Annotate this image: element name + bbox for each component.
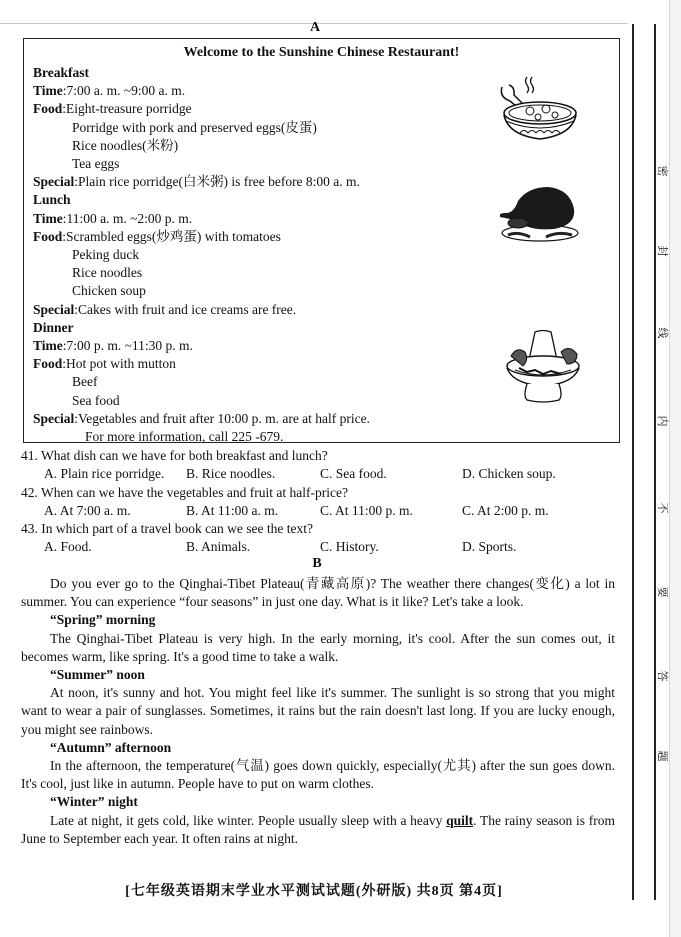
summer-paragraph: At noon, it's sunny and hot. You might feel like it's summer. The sunlight is so strong that you might want to wear a pair of sunglasses. Sometimes, it rains but the rain doesn't last long. If you are lucky enough, you might see rainbows. xyxy=(21,685,615,737)
winter-heading: “Winter” night xyxy=(50,794,138,810)
question-43: 43. In which part of a travel book can we see the text? xyxy=(21,521,314,536)
margin-char: 密 xyxy=(656,165,669,177)
breakfast-heading: Breakfast xyxy=(33,65,89,80)
margin-char: 不 xyxy=(656,502,669,514)
dinner-special: Special:Vegetables and fruit after 10:00 p. m. are at half price. xyxy=(33,410,371,426)
dinner-heading: Dinner xyxy=(33,319,74,335)
spring-paragraph: The Qinghai-Tibet Plateau is very high. In the early morning, it's cool. After the sun comes out, it becomes warm, like spring. It's a good time to take a walk. xyxy=(21,630,615,664)
passage-b xyxy=(21,575,615,848)
option-c[interactable]: C. At 11:00 p. m. xyxy=(320,503,413,518)
section-b-label: B xyxy=(312,556,322,571)
question-41: 41. What dish can we have for both breakfast and lunch? xyxy=(21,448,328,463)
contact-info: For more information, call 225 -679. xyxy=(85,429,284,445)
dinner-food-item: Sea food xyxy=(72,392,120,408)
page-footer: [七年级英语期末学业水平测试试题(外研版) 共8页 第4页] xyxy=(125,884,503,899)
breakfast-food: Food:Eight-treasure porridge xyxy=(33,101,192,117)
margin-char: 答 xyxy=(656,670,669,682)
passage-intro: Do you ever go to the Qinghai-Tibet Plateau(青藏高原)? The weather there changes(变化) a lot in summer. You can experience “four seasons” in just one day. What is it like? Let's take a look. xyxy=(21,576,615,610)
dinner-time: Time:7:00 p. m. ~11:30 p. m. xyxy=(33,338,193,354)
option-d[interactable]: D. Chicken soup. xyxy=(462,466,556,481)
dinner-food-item: Beef xyxy=(72,374,98,390)
margin-char: 要 xyxy=(656,586,669,598)
option-a[interactable]: A. At 7:00 a. m. xyxy=(44,503,131,518)
breakfast-time: Time:7:00 a. m. ~9:00 a. m. xyxy=(33,83,186,99)
lunch-food-item: Rice noodles xyxy=(72,265,143,281)
option-b[interactable]: B. Rice noodles. xyxy=(186,466,276,481)
porridge-bowl-icon xyxy=(500,75,580,147)
autumn-heading: “Autumn” afternoon xyxy=(50,739,172,755)
hot-pot-icon xyxy=(503,326,583,406)
lunch-special: Special:Cakes with fruit and ice creams are free. xyxy=(33,301,297,317)
lunch-food-item: Peking duck xyxy=(72,247,140,263)
option-a[interactable]: A. Plain rice porridge. xyxy=(44,466,165,481)
autumn-paragraph: In the afternoon, the temperature(气温) goes down quickly, especially(尤其) after the sun goes down. It's cool, just like in autumn. People have to put on warm clothes. xyxy=(21,758,615,792)
binding-line-inner xyxy=(654,24,656,900)
lunch-time: Time:11:00 a. m. ~2:00 p. m. xyxy=(33,210,193,226)
keyword-quilt: quilt xyxy=(446,812,474,828)
winter-paragraph: Late at night, it gets cold, like winter. People usually sleep with a heavy quilt. The rainy season is from June to September each year. It often rains at night. xyxy=(21,812,615,846)
breakfast-food-item: Porridge with pork and preserved eggs(皮蛋) xyxy=(72,119,317,135)
dinner-food: Food:Hot pot with mutton xyxy=(33,356,176,372)
question-42: 42. When can we have the vegetables and fruit at half-price? xyxy=(21,485,348,500)
breakfast-food-item: Tea eggs xyxy=(72,156,120,172)
section-a-label: A xyxy=(309,20,321,35)
margin-char: 线 xyxy=(656,327,669,339)
lunch-food: Food:Scrambled eggs(炒鸡蛋) with tomatoes xyxy=(33,228,281,244)
option-c[interactable]: C. History. xyxy=(320,539,379,554)
option-b[interactable]: B. Animals. xyxy=(186,539,251,554)
option-c[interactable]: C. Sea food. xyxy=(320,466,387,481)
breakfast-food-item: Rice noodles(米粉) xyxy=(72,137,179,153)
lunch-food-item: Chicken soup xyxy=(72,283,146,299)
margin-char: 题 xyxy=(656,750,669,762)
option-b[interactable]: B. At 11:00 a. m. xyxy=(186,503,279,518)
option-a[interactable]: A. Food. xyxy=(44,539,92,554)
margin-char: 内 xyxy=(656,415,669,427)
margin-char: 封 xyxy=(656,245,669,257)
spring-heading: “Spring” morning xyxy=(50,612,156,628)
scrollbar-track[interactable] xyxy=(669,0,681,937)
option-d[interactable]: D. Sports. xyxy=(462,539,517,554)
summer-heading: “Summer” noon xyxy=(50,667,145,683)
breakfast-special: Special:Plain rice porridge(白米粥) is free before 8:00 a. m. xyxy=(33,174,360,190)
lunch-heading: Lunch xyxy=(33,192,71,208)
peking-duck-icon xyxy=(500,183,580,245)
binding-line-outer xyxy=(632,24,634,900)
option-d[interactable]: C. At 2:00 p. m. xyxy=(462,503,549,518)
menu-title: Welcome to the Sunshine Chinese Restaurant! xyxy=(183,45,460,60)
